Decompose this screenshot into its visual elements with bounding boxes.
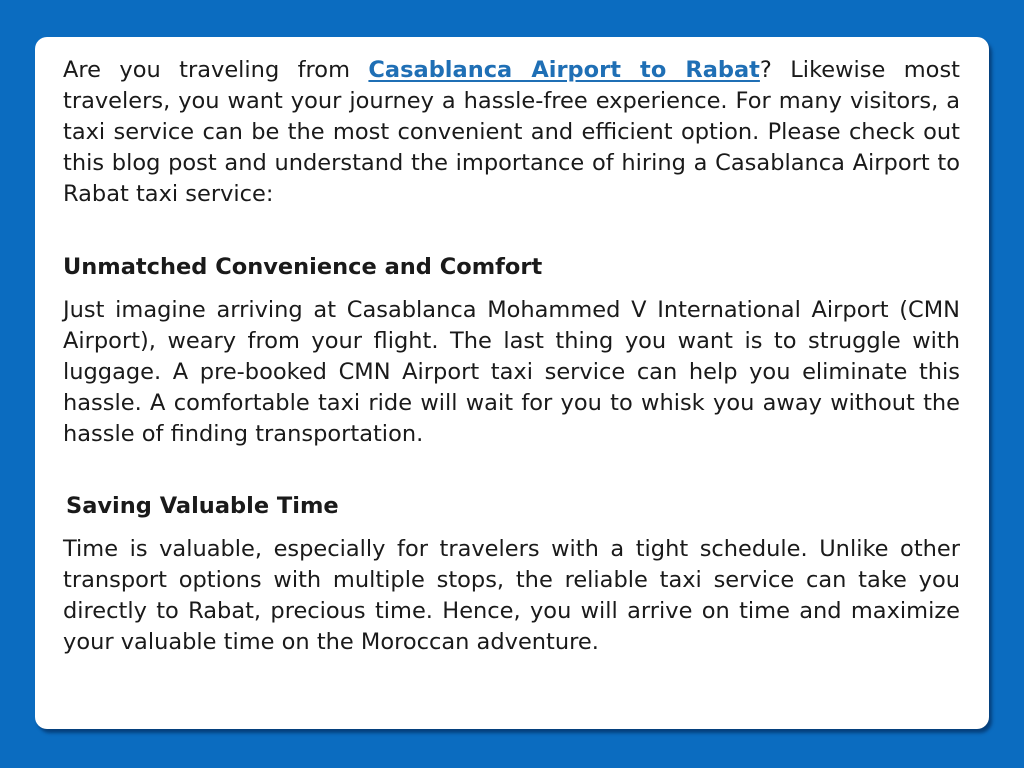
section-heading-convenience: Unmatched Convenience and Comfort — [63, 254, 543, 280]
casablanca-airport-to-rabat-link[interactable]: Casablanca Airport to Rabat — [368, 57, 760, 83]
intro-text-before-link: Are you traveling from — [63, 57, 369, 83]
intro-text-after-link: ? Likewise most travelers, you want your journey a hassle-free experience. For many visitors, a taxi service can be the most convenient and efficient option. Please check out this blog post and understand the importance of hiring a Casablanca Airport to Rabat taxi service: — [63, 57, 960, 207]
intro-paragraph — [63, 55, 960, 210]
section-body-saving-time: Time is valuable, especially for travelers with a tight schedule. Unlike other transport options with multiple stops, the reliable taxi service can take you directly to Rabat, precious time. Hence, you will arrive on time and maximize your valuable time on the Moroccan adventure. — [63, 536, 960, 655]
section-body-convenience: Just imagine arriving at Casablanca Mohammed V International Airport (CMN Airport), weary from your flight. The last thing you want is to struggle with luggage. A pre-booked CMN Airport taxi service can help you eliminate this hassle. A comfortable taxi ride will wait for you to whisk you away without the hassle of finding transportation. — [63, 297, 960, 447]
section-heading-saving-time: Saving Valuable Time — [66, 493, 339, 519]
article-content — [63, 55, 960, 658]
